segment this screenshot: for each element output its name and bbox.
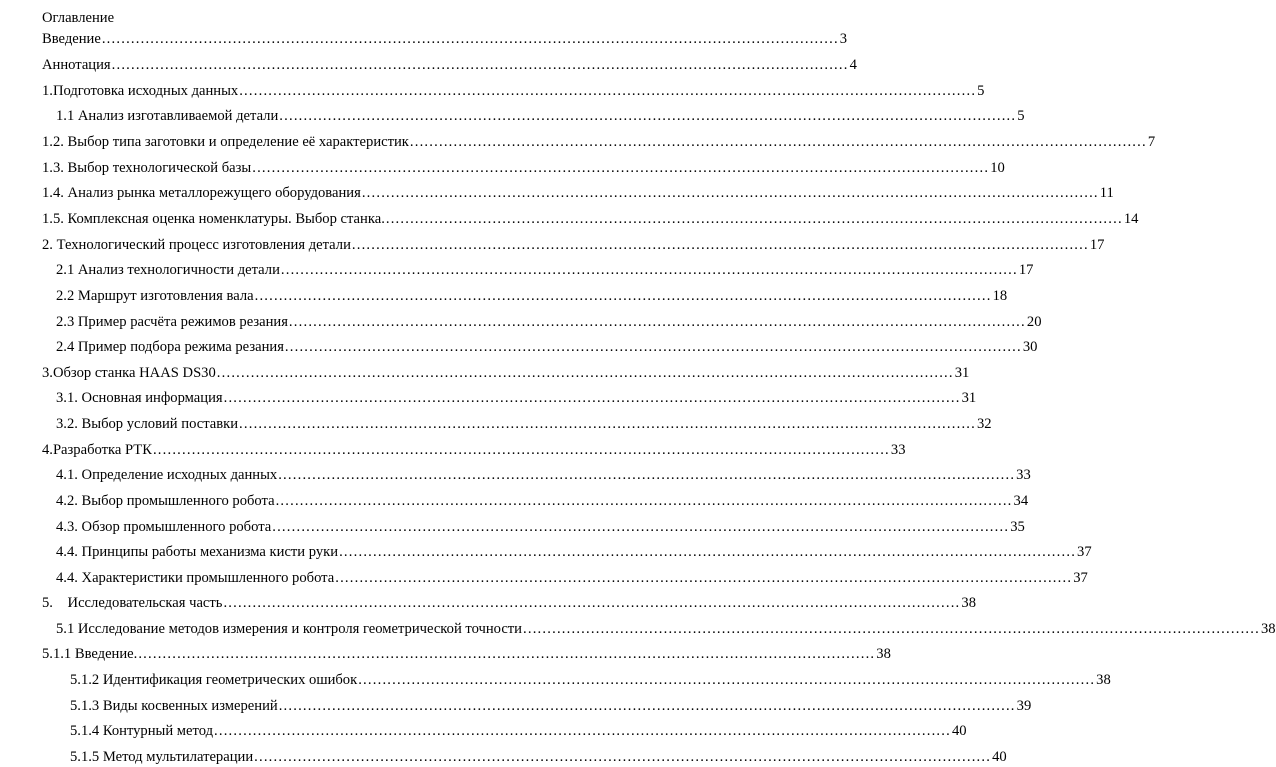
dot-leader: ........................................................................................................................................................ — [284, 339, 1022, 355]
toc-entry-title: 1.2. Выбор типа заготовки и определение её характеристик — [42, 134, 409, 150]
dot-leader: ........................................................................................................................................................ — [111, 57, 849, 73]
toc-entry-title: 5.1.3 Виды косвенных измерений — [70, 698, 278, 714]
toc-entry-title: 4.1. Определение исходных данных — [56, 467, 278, 483]
toc-entry-title: 5.1.2 Идентификация геометрических ошибок — [70, 672, 358, 688]
dot-leader: ........................................................................................................................................................ — [339, 544, 1077, 560]
toc-entry[interactable] — [56, 543, 1092, 561]
toc-entry[interactable] — [56, 620, 1276, 638]
toc-entry[interactable] — [42, 364, 970, 382]
toc-entry-page: 31 — [961, 390, 977, 406]
dot-leader: ........................................................................................................................................................ — [280, 262, 1018, 278]
toc-entry-title: 5. Исследовательская часть — [42, 595, 223, 611]
toc-entry[interactable] — [70, 722, 967, 740]
toc-entry-page: 3 — [839, 31, 848, 47]
dot-leader: ........................................................................................................................................................ — [223, 595, 961, 611]
toc-entry-title: 1.4. Анализ рынка металлорежущего оборудования — [42, 185, 361, 201]
toc-entry[interactable] — [42, 82, 985, 100]
toc-entry-title: 1.1 Анализ изготавливаемой детали — [56, 108, 279, 124]
toc-entry[interactable] — [56, 518, 1025, 536]
toc-entry-title: 4.4. Принципы работы механизма кисти руки — [56, 544, 339, 560]
toc-entry[interactable] — [42, 30, 848, 48]
dot-leader: ........................................................................................................................................................ — [385, 211, 1123, 227]
toc-entry-title: 5.1.4 Контурный метод — [70, 723, 214, 739]
toc-entry-page: 14 — [1123, 211, 1139, 227]
toc-entry-page: 38 — [876, 646, 891, 662]
toc-entry[interactable] — [56, 569, 1088, 587]
toc-entry-page: 17 — [1089, 237, 1105, 253]
toc-entry[interactable] — [42, 210, 1139, 228]
dot-leader: ........................................................................................................................................................ — [288, 314, 1026, 330]
dot-leader: ........................................................................................................................................................ — [254, 749, 992, 765]
dot-leader: ........................................................................................................................................................ — [278, 467, 1016, 483]
dot-leader: ........................................................................................................................................................ — [275, 493, 1013, 509]
dot-leader: ........................................................................................................................................................ — [358, 672, 1096, 688]
toc-entry-title: 2.1 Анализ технологичности детали — [56, 262, 280, 278]
toc-entry-page: 7 — [1147, 134, 1156, 150]
dot-leader: ........................................................................................................................................................ — [278, 698, 1016, 714]
toc-heading: Оглавление — [42, 10, 115, 26]
toc-entry[interactable] — [42, 441, 906, 459]
toc-entry-page: 38 — [961, 595, 976, 611]
toc-entry-page: 38 — [1260, 621, 1276, 637]
toc-entry-page: 40 — [951, 723, 967, 739]
toc-entry-page: 4 — [849, 57, 857, 73]
toc-entry-page: 33 — [1016, 467, 1031, 483]
dot-leader: ........................................................................................................................................................ — [279, 108, 1017, 124]
toc-entry-page: 38 — [1096, 672, 1111, 688]
toc-entry-page: 5 — [977, 83, 985, 99]
toc-entry-page: 17 — [1018, 262, 1034, 278]
dot-leader: ........................................................................................................................................................ — [254, 288, 992, 304]
toc-entry[interactable] — [42, 645, 891, 663]
toc-entry[interactable] — [70, 697, 1032, 715]
toc-entry[interactable] — [70, 671, 1111, 689]
toc-entry[interactable] — [56, 415, 992, 433]
toc-entry[interactable] — [42, 159, 1005, 177]
toc-entry-page: 35 — [1010, 519, 1025, 535]
toc-entry-title: 4.Разработка РТК — [42, 442, 152, 458]
toc-entry-page: 37 — [1073, 570, 1088, 586]
toc-entry[interactable] — [56, 492, 1029, 510]
toc-entry[interactable] — [42, 184, 1114, 202]
toc-entry-title: 3.2. Выбор условий поставки — [56, 416, 239, 432]
toc-entry[interactable] — [56, 261, 1034, 279]
toc-entry-title: 2.4 Пример подбора режима резания — [56, 339, 284, 355]
toc-entry[interactable] — [56, 287, 1008, 305]
toc-entry-title: Введение — [42, 31, 101, 47]
toc-entry-title: 4.2. Выбор промышленного робота — [56, 493, 275, 509]
dot-leader: ........................................................................................................................................................ — [214, 723, 951, 739]
toc-entry-title: 5.1 Исследование методов измерения и контроля геометрической точности — [56, 621, 522, 637]
toc-entry-page: 39 — [1016, 698, 1032, 714]
dot-leader: ........................................................................................................................................................ — [239, 416, 976, 432]
dot-leader: ........................................................................................................................................................ — [138, 646, 876, 662]
dot-leader: ........................................................................................................................................................ — [216, 365, 954, 381]
toc-entry-page: 40 — [992, 749, 1007, 765]
dot-leader: ........................................................................................................................................................ — [351, 237, 1089, 253]
toc-entry-title: 4.4. Характеристики промышленного робота — [56, 570, 335, 586]
toc-entry[interactable] — [56, 107, 1025, 125]
toc-entry-title: Аннотация — [42, 57, 111, 73]
toc-entry-page: 18 — [992, 288, 1008, 304]
toc-entry-title: 3.1. Основная информация — [56, 390, 223, 406]
dot-leader: ........................................................................................................................................................ — [101, 31, 839, 47]
toc-entry[interactable] — [42, 236, 1105, 254]
toc-entry[interactable] — [70, 748, 1007, 766]
toc-entry-title: 1.Подготовка исходных данных — [42, 83, 239, 99]
toc-entry-page: 10 — [990, 160, 1005, 176]
toc-entry-page: 34 — [1013, 493, 1029, 509]
toc-entry[interactable] — [42, 56, 857, 74]
dot-leader: ........................................................................................................................................................ — [335, 570, 1073, 586]
toc-entry-page: 30 — [1022, 339, 1038, 355]
toc-entry-page: 20 — [1026, 314, 1042, 330]
toc-entry-page: 31 — [954, 365, 970, 381]
toc-entry-page: 32 — [977, 416, 992, 432]
toc-entry-page: 11 — [1099, 185, 1114, 201]
dot-leader: ........................................................................................................................................................ — [361, 185, 1099, 201]
dot-leader: ........................................................................................................................................................ — [223, 390, 961, 406]
toc-entry-title: 2.2 Маршрут изготовления вала — [56, 288, 254, 304]
toc-entry-page: 5 — [1017, 108, 1025, 124]
toc-entry-title: 2.3 Пример расчёта режимов резания — [56, 314, 288, 330]
dot-leader: ........................................................................................................................................................ — [523, 621, 1260, 637]
toc-entry[interactable] — [56, 313, 1042, 331]
toc-entry[interactable] — [56, 466, 1031, 484]
toc-entry-title: 4.3. Обзор промышленного робота — [56, 519, 272, 535]
dot-leader: ........................................................................................................................................................ — [272, 519, 1010, 535]
toc-entry-title: 2. Технологический процесс изготовления детали — [42, 237, 351, 253]
toc-entry[interactable] — [42, 594, 976, 612]
dot-leader: ........................................................................................................................................................ — [409, 134, 1147, 150]
toc-entry-title: 5.1.1 Введение. — [42, 646, 138, 662]
toc-entry-title: 5.1.5 Метод мультилатерации — [70, 749, 254, 765]
toc-entry-page: 37 — [1077, 544, 1092, 560]
dot-leader: ........................................................................................................................................................ — [152, 442, 890, 458]
toc-entry[interactable] — [42, 133, 1156, 151]
toc-entry[interactable] — [56, 389, 977, 407]
toc-entry-page: 33 — [890, 442, 906, 458]
toc-entry[interactable] — [56, 338, 1038, 356]
toc-entry-title: 1.3. Выбор технологической базы — [42, 160, 252, 176]
toc-entry-title: 3.Обзор станка HAAS DS30 — [42, 365, 216, 381]
dot-leader: ........................................................................................................................................................ — [239, 83, 977, 99]
dot-leader: ........................................................................................................................................................ — [252, 160, 990, 176]
toc-entry-title: 1.5. Комплексная оценка номенклатуры. Выбор станка. — [42, 211, 385, 227]
